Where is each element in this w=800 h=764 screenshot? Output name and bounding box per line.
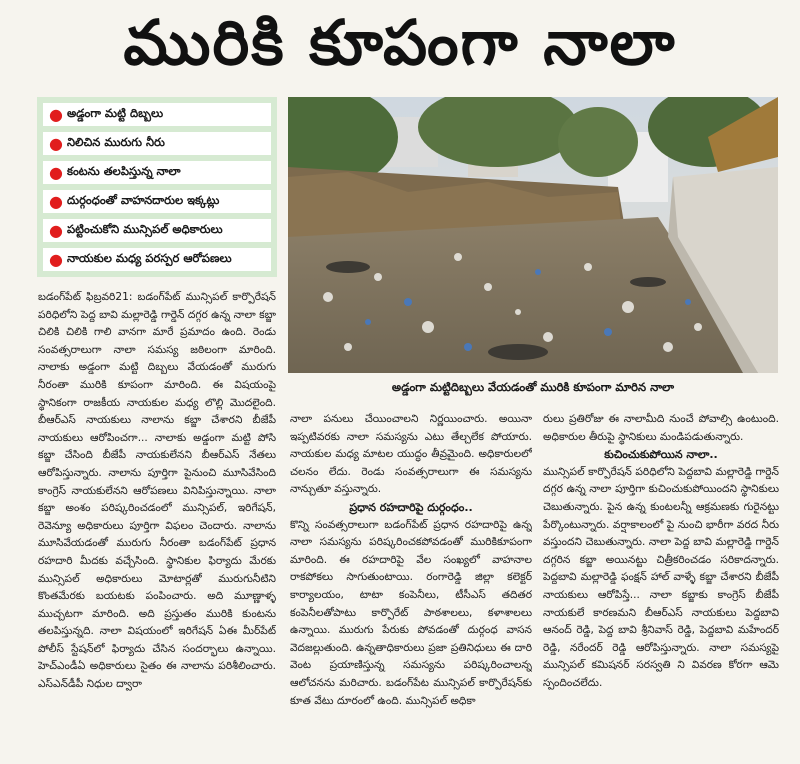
highlights-box bbox=[37, 97, 277, 277]
bullet-dot-icon: ● bbox=[49, 249, 63, 269]
highlight-item bbox=[43, 190, 271, 213]
article-paragraph: బడంగ్‌పేట్ ఫిబ్రవరి21: బడంగ్‌పేట్ మున్సిపల్ కార్పొరేషన్ పరిధిలోని పెద్ద బావి మల్లారెడ్డి గార్డెన్ దగ్గర ఉన్న నాలా కబ్జా చిలికి చిలికి గాలి వానగా మారే ప్రమాదం ఉంది. రెండు సంవత్సరాలుగా నాలా సమస్య జఠిలంగా మారింది. నాలాకు అడ్డంగా మట్టి దిబ్బలు వేయడంతో మురుగు నీరంతా మురికి కూపంగా మారింది. ఈ విషయంపై స్థానికంగా రాజకీయ నాయకుల మధ్య లొల్లి మొదలైంది. బీఆర్ఎస్ నాయకులు నాలాను కబ్జా చేశారని బీజేపీ నాయకులు ఆరోపించగా... నాలాకు అడ్డంగా మట్టి పోసి కబ్జా చేసింది బీజేపీ నాయకులేనని బీఆర్ఎస్ నేతలు ఆరోపిస్తున్నారు. నాలాను పూర్తిగా పైనుంచి మూసివేసింది కాంగ్రెస్ నాయకులేనని ఆరోపణలు వినిపిస్తున్నాయి. నాలా కబ్జా అంశం పరిష్కరించడంలో మున్సిపల్, ఇరిగేషన్, రెవెన్యూ అధికారులు పూర్తిగా విఫలం చెందారు. నాలాను మూసివేయడంతో మురుగు నీరంతా బడంగ్‌పేట్ ప్రధాన రహదారి మీదకు వచ్చేసింది. స్థానికుల ఫిర్యాదు మేరకు మున్సిపల్ అధికారులు మోటార్లతో మురుగునీటిని కొంతమేరకు బయటకు పంపించారు. అది మూణ్ణాళ్ళ ముచ్చటగా మారింది. అది ప్రస్తుతం మురికి కుంటను తలపిస్తున్నది. నాలా విషయంలో ఇరిగేషన్ ఏఈ మీర్‌పేట్ పోలీస్ స్టేషన్‌లో ఫిర్యాదు చేసిన సందర్భాలు ఉన్నాయి. హెచ్ఎండీఏ అధికారులు సైతం ఈ నాలాను పరిశీలించారు. ఎస్ఎన్‌డీపీ నిధుల ద్వారా bbox=[38, 291, 276, 691]
highlight-text: దుర్గంధంతో వాహనదారుల ఇక్కట్లు bbox=[66, 193, 220, 207]
subheading: కుచించుకుపోయిన నాలా.. bbox=[604, 448, 718, 462]
highlight-text: పట్టించుకోని మున్సిపల్ అధికారులు bbox=[66, 222, 223, 236]
news-photo bbox=[288, 97, 778, 373]
bullet-dot-icon: ● bbox=[49, 133, 63, 153]
article-paragraph: మున్సిపల్ కార్పొరేషన్ పరిధిలోని పెద్దబావి మల్లారెడ్డి గార్డెన్ దగ్గర ఉన్న నాలా పూర్తిగా కుచించుకుపోయిందని స్థానికులు చెబుతున్నారు. పైన ఉన్న కుంటలన్నీ ఆక్రమణకు గురైనట్టు పేర్కొంటున్నారు. వర్షాకాలంలో పై నుంచి భారీగా వరద నీరు వస్తుందని చెబుతున్నారు. నాలా పెద్ద బావి మల్లారెడ్డి గార్డెన్ దగ్గరిన కబ్జా అయినట్టు చిత్రీకరించడం సరికాదన్నారు. పెద్దబావి మల్లారెడ్డి ఫంక్షన్ హాల్ వాళ్ళే కబ్జా చేశారని బీజేపీ నాయకులు ఆరోపిస్తే... నాలా కబ్జాకు కాంగ్రెస్ బీజేపీ నాయకులే కారణమని బీఆర్ఎస్ నాయకులు పెద్దబావి ఆనంద్ రెడ్డి, పెద్ద బావి శ్రీనివాస్ రెడ్డి, పెద్దబావి మహేందర్ రెడ్డి, నరేందర్ రెడ్డి ఆరోపిస్తున్నారు. నాలా సమస్యపై మున్సిపల్ కమిషనర్ సరస్వతి ని వివరణ కోరగా ఆమె స్పందించలేదు. bbox=[543, 465, 779, 689]
article-paragraph: రులు ప్రతిరోజు ఈ నాలామీది నుంచే పోవాల్సి ఉంటుంది. అధికారుల తీరుపై స్థానికులు మండిపడుతున్నారు. bbox=[543, 413, 779, 443]
subheading: ప్రధాన రహదారిపై దుర్గంధం.. bbox=[349, 500, 473, 514]
highlight-item bbox=[43, 248, 271, 271]
highlight-text: కంటను తలపిస్తున్న నాలా bbox=[66, 164, 181, 178]
highlight-item bbox=[43, 219, 271, 242]
drain-photo-illustration bbox=[288, 97, 778, 373]
bullet-dot-icon: ● bbox=[49, 191, 63, 211]
article-column-1 bbox=[38, 289, 276, 759]
highlight-item bbox=[43, 161, 271, 184]
highlight-item bbox=[43, 103, 271, 126]
photo-caption: అడ్డంగా మట్టిదిబ్బలు వేయడంతో మురికి కూపంగా మారిన నాలా bbox=[391, 380, 675, 394]
bullet-dot-icon: ● bbox=[49, 162, 63, 182]
bullet-dot-icon: ● bbox=[49, 220, 63, 240]
headline: మురికి కూపంగా నాలా bbox=[123, 6, 677, 79]
article-paragraph: నాలా పనులు చేయించాలని నిర్ణయించారు. అయినా ఇప్పటివరకు నాలా సమస్యను ఎటు తేల్చలేక పోయారు. నాయకుల మధ్య మాటల యుద్ధం తీవ్రమైంది. అధికారులలో చలనం లేదు. రెండు సంవత్సరాలుగా ఈ సమస్యను నాన్చుతూ వస్తున్నారు. bbox=[290, 413, 532, 496]
article-column-2 bbox=[290, 411, 532, 759]
highlight-item bbox=[43, 132, 271, 155]
highlight-text: నాయకుల మధ్య పరస్పర ఆరోపణలు bbox=[66, 251, 232, 265]
article-column-3 bbox=[543, 411, 779, 759]
highlight-text: నిలిచిన మురుగు నీరు bbox=[66, 135, 165, 149]
bullet-dot-icon: ● bbox=[49, 104, 63, 124]
highlight-text: అడ్డంగా మట్టి దిబ్బలు bbox=[66, 106, 164, 120]
article-paragraph: కొన్ని సంవత్సరాలుగా బడంగ్‌పేట్ ప్రధాన రహదారిపై ఉన్న నాలా సమస్యను పరిష్కరించకపోవడంతో మురికికూపంగా మారింది. ఈ రహదారిపై వేల సంఖ్యలో వాహనాల రాకపోకలు సాగుతుంటాయి. రంగారెడ్డి జిల్లా కలెక్టర్ కార్యాలయం, టాటా కంపెనీలు, టీసీఎస్ తదితర కంపెనీలతోపాటు కార్పొరేట్ పాఠశాలలు, కళాశాలలు ఉన్నాయి. మురుగు పేరుకు పోవడంతో దుర్గంధ వాసన వెదజల్లుతుంది. ఉన్నతాధికారులు ప్రజా ప్రతినిధులు ఈ దారి వెంట ప్రయాణిస్తున్న సమస్యను పరిష్కరించాలన్న ఆలోచనను మరిచారు. బడంగ్‌పేట మున్సిపల్ కార్పొరేషన్‌కు కూత వేటు దూరంలో ఉంది. మున్సిపల్ అధికా bbox=[290, 518, 532, 707]
